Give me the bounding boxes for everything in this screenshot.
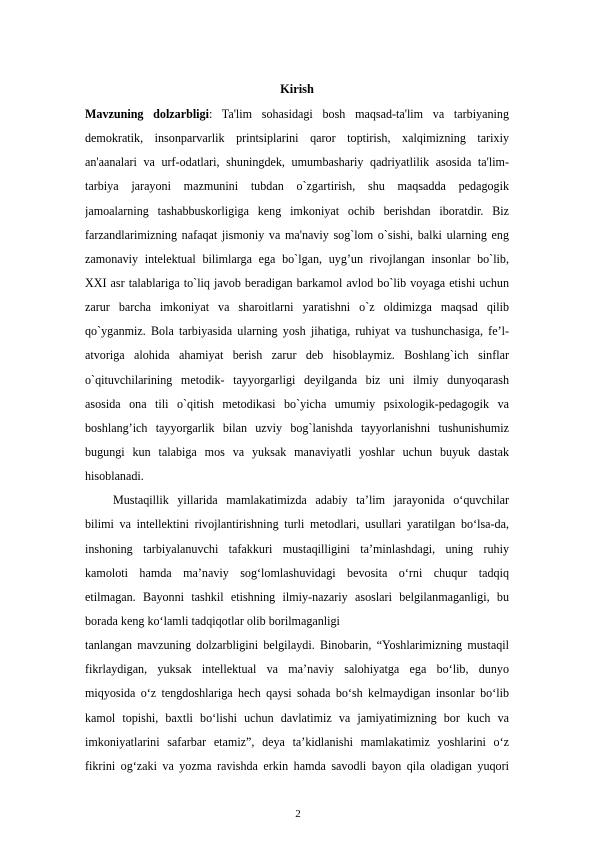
paragraph-line: jamoalarning tashabbuskorligiga keng imkoniyat ochib berishdan iboratdir. Biz <box>85 203 509 218</box>
page-number: 2 <box>295 808 301 820</box>
relevance-lead-rest: : Ta'lim sohasidagi bosh maqsad-ta'lim va tarbiyaning <box>208 107 509 121</box>
paragraph-independence <box>85 488 509 633</box>
relevance-lead: Mavzuning dolzarbligi <box>85 107 209 121</box>
paragraph-line: farzandlarimizning nafaqat jismoniy va ma'naviy sog`lom o`sishi, balki ularning eng <box>85 227 509 242</box>
paragraph-line <box>85 102 509 126</box>
paragraph-line: atvoriga alohida ahamiyat berish zarur deb hisoblaymiz. Boshlang`ich sinflar <box>85 348 509 363</box>
paragraph-line: etilmagan. Bayonni tashkil etishning ilmiy-nazariy asoslari belgilanmaganligi, bu <box>85 589 509 604</box>
paragraph-line: tarbiya jarayoni mazmunini tubdan o`zgartirish, shu maqsadda pedagogik <box>85 179 509 194</box>
paragraph-line: asosida ona tili o`qitish metodikasi bo`yicha umumiy psixologik-pedagogik va <box>85 396 509 411</box>
paragraph-line: borada keng ko‘lamli tadqiqotlar olib borilmaganligi <box>85 613 340 628</box>
paragraph-line: o`qituvchilarining metodik- tayyorgarligi deyilganda biz uni ilmiy dunyoqarash <box>85 372 509 387</box>
paragraph-line: inshoning tarbiyalanuvchi tafakkuri mustaqilligini ta’minlashdagi, uning ruhiy <box>85 541 509 556</box>
paragraph-line: an'aanalari va urf-odatlari, shuningdek, umumbashariy qadriyatlilik asosida ta'lim- <box>85 155 509 170</box>
paragraph-topic <box>85 633 509 778</box>
paragraph-line: zarur barcha imkoniyat va sharoitlarni yaratishni o`z oldimizga maqsad qilib <box>85 300 509 315</box>
paragraph-relevance <box>85 102 509 488</box>
paragraph-line: bugungi kun talabiga mos va yuksak manaviyatli yoshlar uchun buyuk dastak <box>85 444 509 459</box>
paragraph-line: Mustaqillik yillarida mamlakatimizda adabiy ta’lim jarayonida o‘quvchilar <box>113 493 509 508</box>
paragraph-line: demokratik, insonparvarlik printsiplarini qaror toptirish, xalqimizning tarixiy <box>85 131 509 146</box>
paragraph-line: bilimi va intellektini rivojlantirishning turli metodlari, usullari yaratilgan bo‘lsa-da, <box>85 517 509 532</box>
paragraph-line: miqyosida o‘z tengdoshlariga hech qaysi sohada bo‘sh kelmaydigan insonlar bo‘lib <box>85 686 509 701</box>
paragraph-line: fikrlaydigan, yuksak intellektual va ma’naviy salohiyatga ega bo‘lib, dunyo <box>85 662 509 677</box>
paragraph-line: qo`yganmiz. Bola tarbiyasida ularning yosh jihatiga, ruhiyat va tushunchasiga, fe’l- <box>85 324 509 339</box>
paragraph-line: XXI asr talablariga to`liq javob beradigan barkamol avlod bo`lib voyaga etishi uchun <box>85 275 509 290</box>
paragraph-line: fikrini og‘zaki va yozma ravishda erkin hamda savodli bayon qila oladigan yuqori <box>85 758 509 773</box>
paragraph-line: boshlang’ich tayyorgarlik bilan uzviy bog`lanishda tayyorlanishni tushunishumiz <box>85 420 509 435</box>
paragraph-line: kamol topishi, baxtli bo‘lishi uchun davlatimiz va jamiyatimizning bor kuch va <box>85 710 509 725</box>
section-title: Kirish <box>280 82 314 96</box>
paragraph-line: tanlangan mavzuning dolzarbligini belgilaydi. Binobarin, “Yoshlarimizning mustaqil <box>85 638 509 653</box>
paragraph-line: imkoniyatlarini safarbar etamiz”, deya ta’kidlanishi mamlakatimiz yoshlarini o‘z <box>85 734 509 749</box>
paragraph-line: hisoblanadi. <box>85 469 144 484</box>
document-page <box>85 82 509 778</box>
paragraph-line: zamonaviy intelektual bilimlarga ega bo`lgan, uyg’un rivojlangan insonlar bo`lib, <box>85 251 509 266</box>
paragraph-line: kamoloti hamda ma’naviy sog‘lomlashuvidagi bevosita o‘rni chuqur tadqiq <box>85 565 509 580</box>
